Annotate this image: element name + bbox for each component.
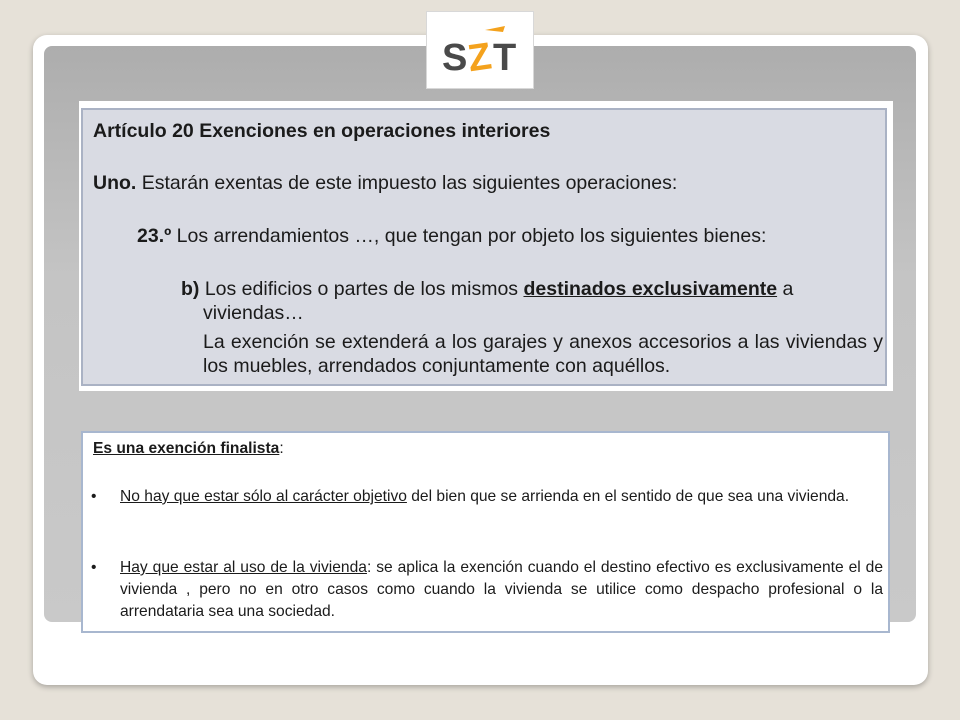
article-panel: [81, 108, 887, 386]
logo-letter-s: S: [442, 37, 468, 79]
item23-text: Los arrendamientos …, que tengan por objeto los siguientes bienes:: [171, 225, 767, 247]
notes-heading-text: Es una exención finalista: [93, 440, 280, 457]
b-label: b): [181, 278, 200, 300]
note-item-rest: del bien que se arrienda en el sentido de que sea una vivienda.: [406, 488, 850, 505]
b-text-after: a: [777, 278, 794, 300]
article-item-b: [181, 277, 883, 301]
article-uno: [93, 171, 677, 195]
article-item-23: [137, 224, 766, 248]
logo-letter-t: T: [493, 37, 517, 79]
bullet-icon: •: [91, 559, 97, 576]
uno-text: Estarán exentas de este impuesto las siguientes operaciones:: [136, 172, 678, 194]
note-item: [120, 486, 883, 508]
bullet-icon: •: [91, 488, 97, 505]
note-item-underlined: Hay que estar al uso de la vivienda: [120, 559, 367, 576]
article-item-b-continuation: viviendas…: [203, 302, 304, 324]
article-title: Artículo 20 Exenciones en operaciones interiores: [93, 120, 551, 142]
logo-letter-z: Z: [465, 35, 495, 81]
note-item-rest: : se aplica la exención cuando el destino efectivo es exclusivamente el de vivienda , pero no en otro casos como cuando la vivienda se utilice como despacho profesional o la arrendataria sea una sociedad.: [120, 559, 883, 620]
notes-heading-suffix: :: [279, 440, 284, 457]
b-text-before: Los edificios o partes de los mismos: [199, 278, 524, 300]
b-text-emphasis: destinados exclusivamente: [523, 278, 778, 300]
notes-panel: [81, 431, 890, 633]
uno-label: Uno.: [93, 172, 137, 194]
logo-swoosh-icon: [485, 26, 505, 32]
item23-label: 23.º: [137, 225, 172, 247]
notes-heading: [93, 438, 284, 460]
note-item: [120, 557, 883, 623]
article-excerpt: [79, 101, 893, 391]
note-item-underlined: No hay que estar sólo al carácter objetivo: [120, 488, 407, 505]
article-extension-text: La exención se extenderá a los garajes y anexos accesorios a las viviendas y los muebles, arrendados conjuntamente con aquéllos.: [203, 331, 883, 377]
szt-logo: [427, 12, 533, 88]
